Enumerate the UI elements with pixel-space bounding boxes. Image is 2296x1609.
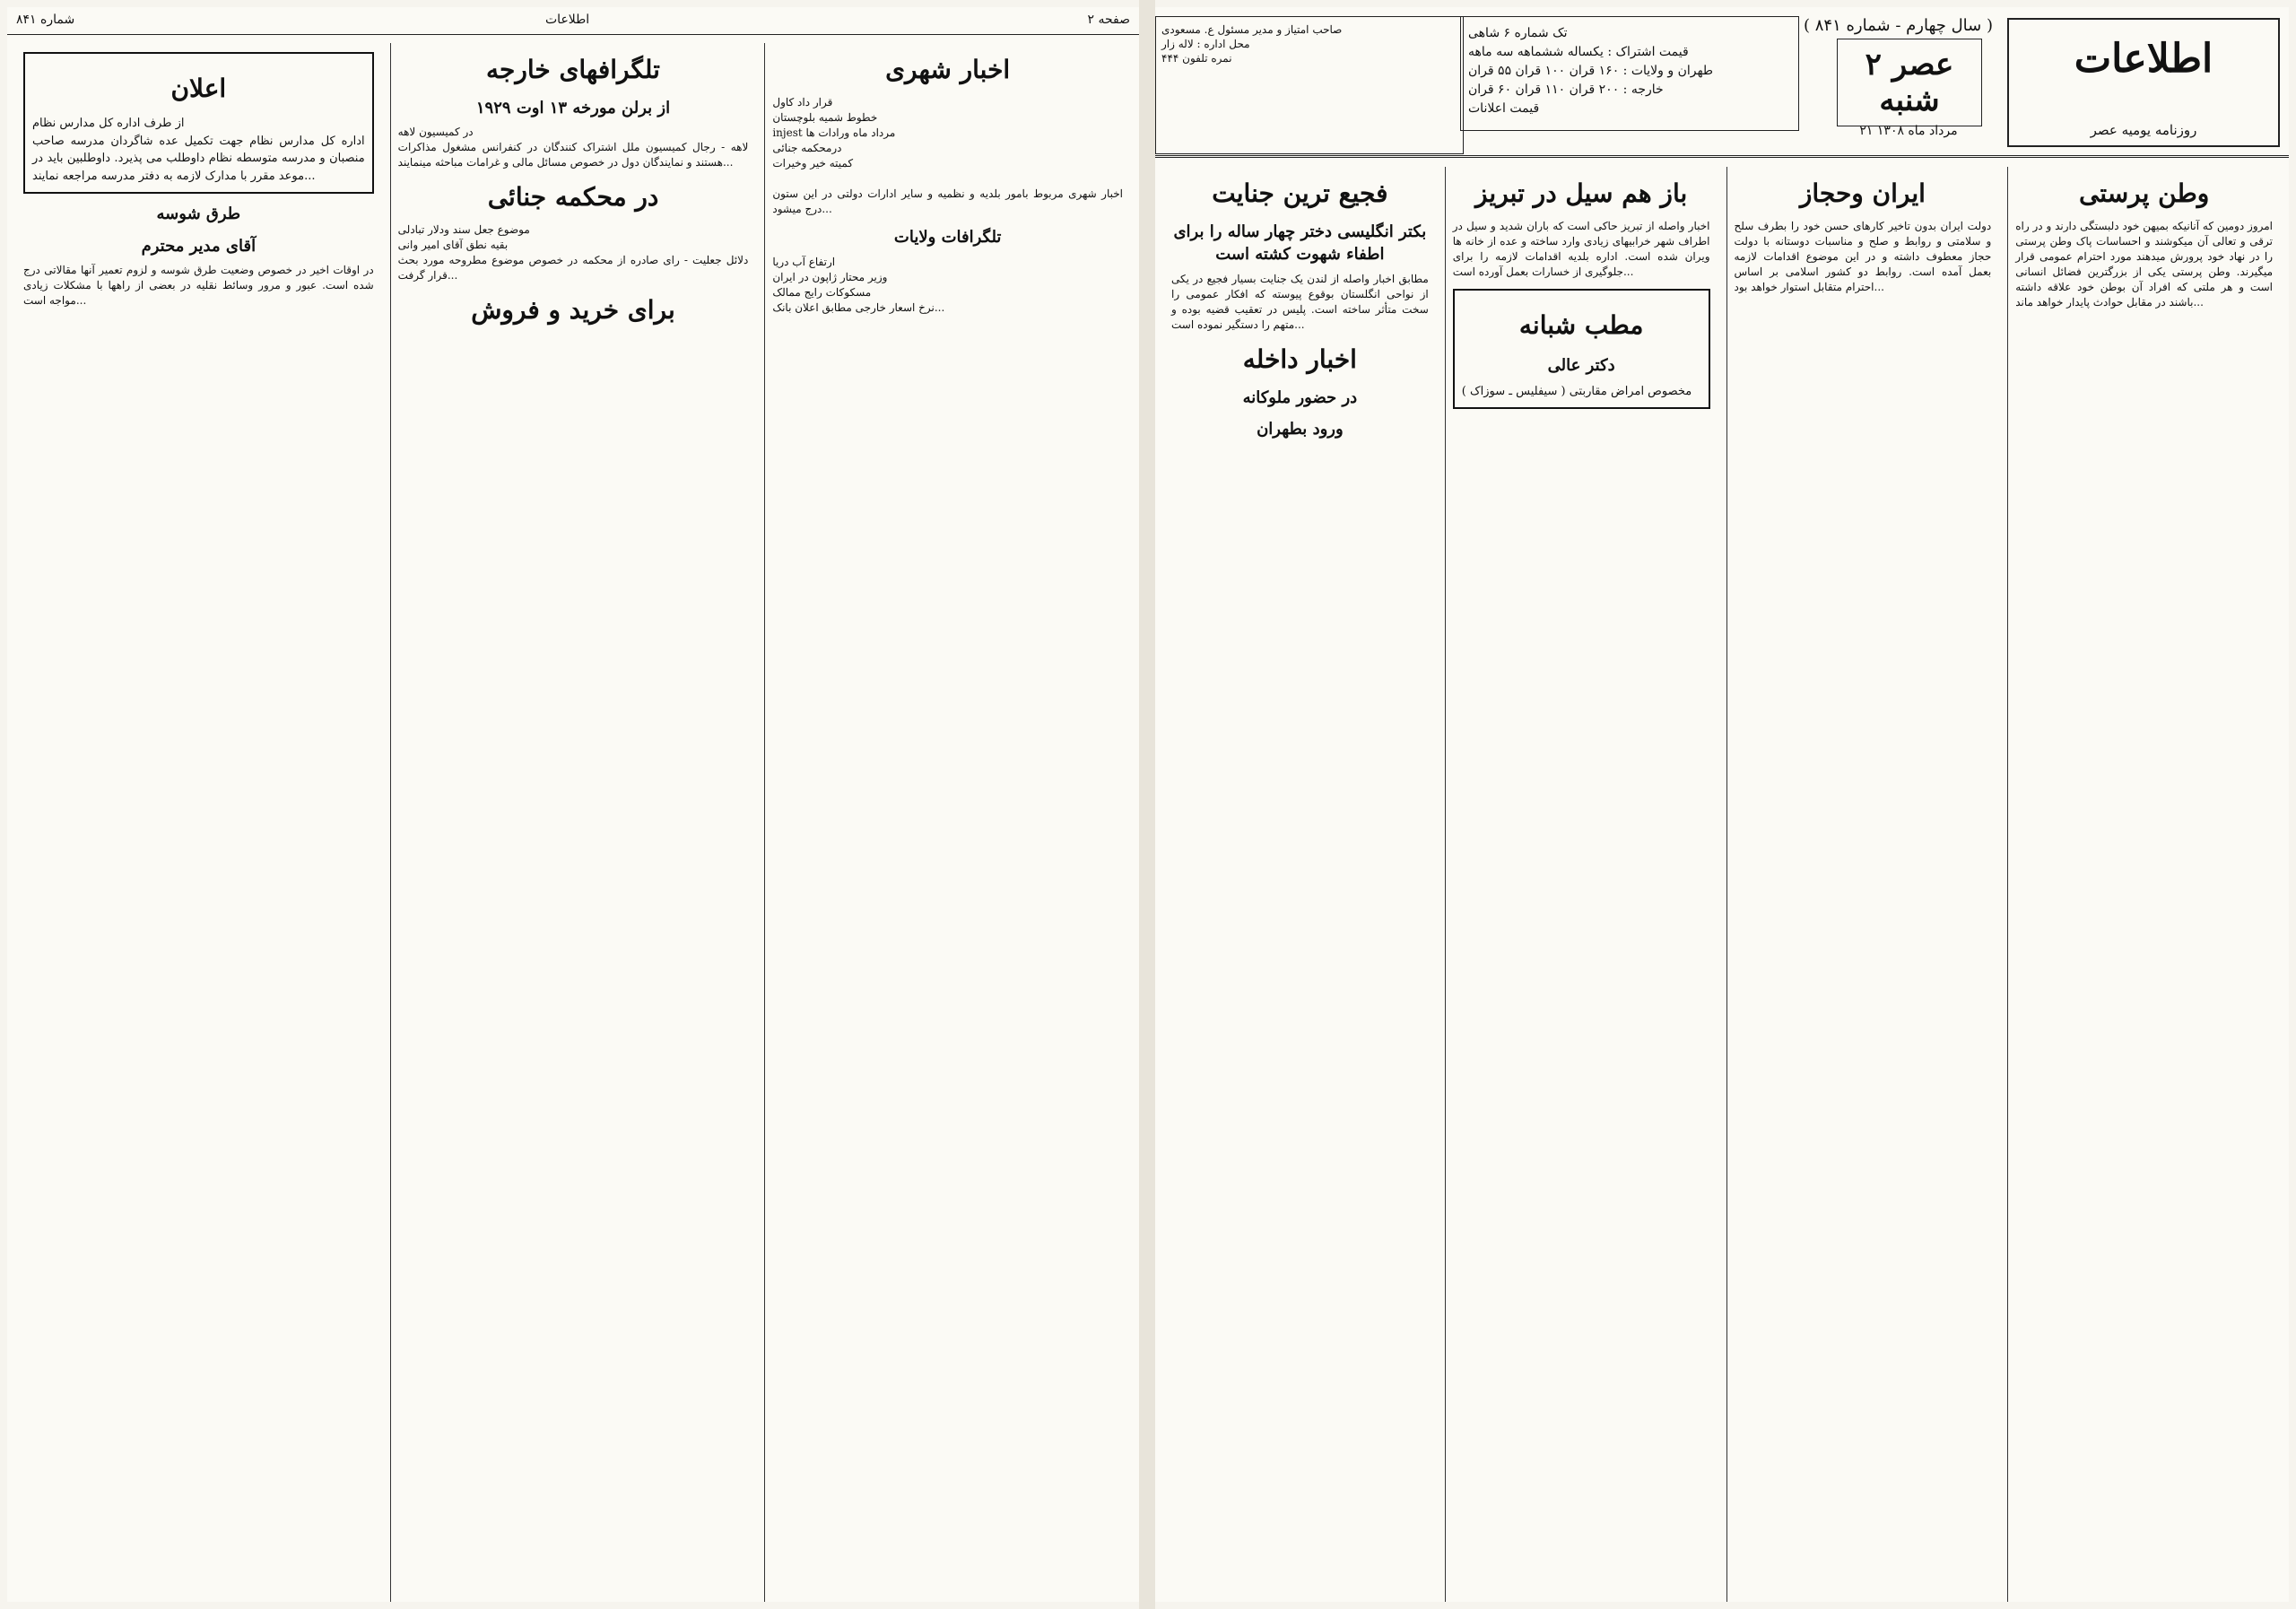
city-news-body: قرار داد کاول خطوط شمیه بلوچستان injest مرداد ماه ورادات ها درمحکمه جنائی کمیته خیر وخیرات اخبار شهری مربوط بامور بلدیه و نظمیه و سایر ادارات دولتی در این ستون درج میشود... — [772, 95, 1124, 215]
publisher-line: صاحب امتیاز و مدیر مسئول ع. مسعودی — [1161, 23, 1343, 36]
single-issue-price: تک شماره ۶ شاهی — [1468, 26, 1568, 40]
foreign-telegrams-title: تلگرافهای خارجه — [486, 55, 660, 84]
ads-price-label: قیمت اعلانات — [1468, 101, 1540, 116]
provincial-telegrams-title: تلگرافات ولایات — [893, 228, 1002, 247]
newspaper-name: اطلاعات — [2074, 36, 2213, 82]
left-columns — [7, 43, 1139, 1602]
court-body: موضوع جعل سند ودلار تبادلی بقیه نطق آقای امیر وانی دلائل جعلیت - رای صادره از محکمه در خصوص موضوع مطروحه مورد بحث قرار گرفت... — [397, 223, 749, 283]
clinic-ad — [1453, 289, 1710, 410]
clinic-title: مطب شبانه — [1518, 309, 1644, 340]
left-column-2 — [390, 43, 756, 1602]
patriotism-body: امروز دومین که آنانیکه بمیهن خود دلبستگی دارند و در راه ترقی و تعالی آن میکوشند و احساسات پاک وطن پرستی را در نهاد خود پرورش میدهند مورد احترام عمومی قرار میگیرند. وطن پرستی یکی از بزرگترین فضائل انسانی است و هر ملتی که افراد آن بوطن خود علاقه داشته باشند در مقابل حوادث پایدار خواهد ماند... — [2015, 219, 2276, 309]
crime-body: مطابق اخبار واصله از لندن یک جنایت بسیار فجیع در یکی از نواحی انگلستان بوقوع پیوسته که افکار عمومی را سخت متأثر ساخته است. پلیس در تعقیب قضیه بوده و متهم را دستگیر نموده است... — [1171, 272, 1432, 331]
domestic-news-sub: در حضور ملوکانه — [1242, 387, 1358, 407]
patriotism-headline: وطن پرستی — [2078, 178, 2210, 208]
iran-hijaz-headline: ایران وحجاز — [1799, 178, 1926, 208]
address-line: محل اداره : لاله زار — [1161, 38, 1250, 51]
announcement-body: از طرف اداره کل مدارس نظام اداره کل مدارس نظام جهت تکمیل عده شاگردان مدرسه صاحب منصبان و مدرسه متوسطه نظام داوطلب می پذیرد. داوطلبین باید در موعد مقرر با مدارک لازمه به دفتر مدرسه مراجعه نمایند... — [32, 117, 365, 183]
date-line: ۲۱ مرداد ماه ۱۳۰۸ — [1859, 124, 1958, 138]
left-column-1 — [16, 43, 381, 1602]
phone-line: نمره تلفون ۴۴۴ — [1161, 52, 1232, 65]
subscription-box — [1460, 16, 1799, 131]
masthead — [1155, 7, 2289, 158]
foreign-telegrams-sub: از برلن مورخه ۱۳ اوت ۱۹۲۹ — [475, 98, 671, 117]
court-title: در محکمه جنائی — [487, 182, 659, 213]
left-page-number: صفحه ۲ — [1087, 13, 1130, 27]
roads-body: در اوقات اخیر در خصوص وضعیت طرق شوسه و لزوم تعمیر آنها مقالاتی درج شده است. عبور و مرور وسائط نقلیه در بعضی از راهها با مشکلات زیادی مواجه است... — [23, 264, 378, 308]
newspaper-logo — [2007, 18, 2280, 147]
clinic-specialty: مخصوص امراض مقاربتی ( سیفلیس ـ سوزاک ) — [1461, 384, 1692, 398]
left-page — [7, 7, 1139, 1602]
left-header-title: اطلاعات — [545, 13, 590, 27]
announcement-box — [23, 52, 374, 194]
left-column-3 — [764, 43, 1130, 1602]
right-column-2 — [1726, 167, 1999, 1602]
city-news-title: اخبار شهری — [885, 55, 1011, 84]
info-box — [1155, 16, 1464, 154]
year-issue: ( سال چهارم - شماره ۸۴۱ ) — [1804, 16, 1993, 35]
crime-headline: فجیع ترین جنایت — [1212, 178, 1388, 208]
buy-sell-title: برای خرید و فروش — [471, 295, 675, 326]
subscription-prices: قیمت اشتراک : یکساله ششماهه سه ماهه طهران و ولایات : ۱۶۰ قران ۱۰۰ قران ۵۵ قران خارجه : ۲۰۰ قران ۱۱۰ قران ۶۰ قران — [1468, 45, 1714, 97]
left-issue-number: شماره ۸۴۱ — [16, 13, 75, 27]
right-column-4 — [1164, 167, 1436, 1602]
roads-title: طرق شوسه — [156, 204, 241, 223]
clinic-doctor: دکتر عالی — [1547, 355, 1615, 375]
right-page — [1155, 7, 2289, 1602]
announcement-title: اعلان — [170, 74, 227, 103]
day-label: عصر ۲ شنبه — [1837, 39, 1982, 126]
iran-hijaz-body: دولت ایران بدون تاخیر کارهای حسن خود را بطرف سلح و سلامتی و روابط و صلح و مناسبات دوستانه با دولت حجاز معطوف داشته و در این موضوع اقدامات لازمه بعمل آمده است. روابط دو کشور اسلامی بر اساس احترام متقابل استوار خواهد بود... — [1734, 219, 1996, 293]
provincial-telegrams-body: ارتفاع آب دریا وزیر محتار ژاپون در ایران مسکوکات رایج ممالک نرخ اسعار خارجی مطابق اعلان بانک... — [772, 255, 945, 314]
right-columns — [1155, 167, 2289, 1602]
crime-subhead: بکتر انگلیسی دختر چهار ساله را برای اطفاء شهوت کشته است — [1173, 222, 1427, 265]
domestic-news-title: اخبار داخله — [1242, 344, 1357, 374]
foreign-telegrams-body: در کمیسیون لاهه لاهه - رجال کمیسیون ملل اشتراک کنندگان در کنفرانس مشغول مذاکرات هستند و نمایندگان دول در خصوص مسائل مالی و غرامات مباحثه مینمایند... — [397, 126, 749, 170]
right-column-1 — [2007, 167, 2280, 1602]
arrival-title: ورود بطهران — [1257, 420, 1344, 439]
tabriz-flood-body: اخبار واصله از تبریز حاکی است که باران شدید و سیل در اطراف شهر خرابیهای زیادی وارد ساخته و عده از خانه ها ویران شده است. اداره بلدیه اقدامات لازمه را برای جلوگیری از خسارات بعمل آورده است... — [1452, 219, 1714, 278]
tabriz-flood-headline: باز هم سیل در تبریز — [1474, 178, 1688, 208]
left-header — [7, 7, 1139, 35]
roads-subtitle: آقای مدیر محترم — [141, 236, 257, 256]
page-gutter — [1139, 0, 1155, 1609]
newspaper-subtitle: روزنامه یومیه عصر — [2090, 122, 2197, 138]
right-column-3 — [1445, 167, 1718, 1602]
